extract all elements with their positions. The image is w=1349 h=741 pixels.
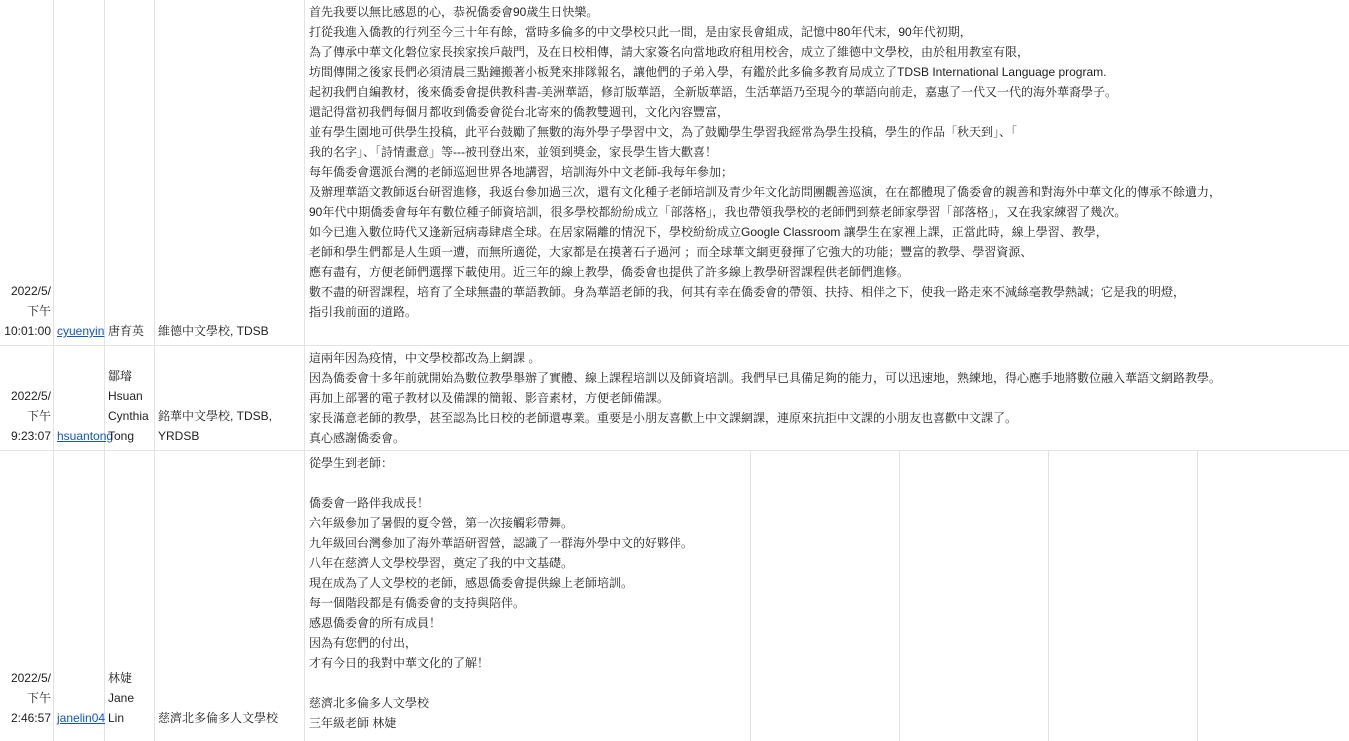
- message-line: 我的名字」、「詩情畫意」等---被刊登出來，並領到獎金，家長學生皆大歡喜！: [309, 145, 717, 159]
- table-row: [0, 451, 1349, 741]
- message-line: 因為僑委會十多年前就開始為數位教學舉辦了實體、線上課程培訓以及師資培訓。我們早已具備足夠的能力，可以迅速地，熟練地，得心應手地將數位融入華語文網路教學。: [309, 371, 1222, 385]
- name-line: 唐育英: [108, 324, 145, 338]
- message-line: 打從我進入僑教的行列至今三十年有餘，當時多倫多的中文學校只此一間，是由家長會組成，記憶中80年代末，90年代初期，: [309, 25, 972, 39]
- school-line: YRDSB: [158, 429, 200, 443]
- school-cell[interactable]: [155, 346, 305, 450]
- name-line: Hsuan: [108, 389, 143, 403]
- date-line: 2022/5/: [10, 389, 51, 403]
- username-cell[interactable]: [54, 346, 114, 450]
- message-line: 真心感謝僑委會。: [309, 431, 406, 445]
- date-line: 2022/5/: [10, 284, 51, 298]
- message-line: 家長滿意老師的教學，甚至認為比日校的老師還專業。重要是小朋友喜歡上中文課網課，連原來抗拒中文課的小朋友也喜歡中文課了。: [309, 411, 1018, 425]
- ampm-line: 下午: [26, 409, 51, 423]
- username-cell[interactable]: [54, 0, 105, 345]
- message-line: 為了傳承中華文化磐位家長挨家挨戶敲門，及在日校相傳，請大家簽名向當地政府租用校舍，成立了維德中文學校，由於租用教室有限，: [309, 45, 1030, 59]
- message-text: [309, 2, 1347, 322]
- message-line: 及辦理華語文教師返台研習進修，我返台參加過三次，還有文化種子老師培訓及青少年文化訪問團觀善巡演，在在都體現了僑委會的親善和對海外中華文化的傳承不餘遺力，: [309, 185, 1222, 199]
- message-cell[interactable]: [305, 451, 751, 741]
- message-line: 六年級參加了暑假的夏令營，第一次接觸彩帶舞。: [309, 516, 574, 530]
- name-cell[interactable]: [105, 0, 155, 345]
- timestamp-cell[interactable]: [0, 0, 54, 345]
- message-line: 首先我要以無比感恩的心，恭祝僑委會90歲生日快樂。: [309, 5, 599, 19]
- message-line: 九年級回台灣參加了海外華語研習營，認識了一群海外學中文的好夥伴。: [309, 536, 694, 550]
- school-cell[interactable]: [155, 0, 305, 345]
- message-line: 這兩年因為疫情，中文學校都改為上網課 。: [309, 351, 541, 365]
- name-line: Cynthia: [108, 409, 149, 423]
- table-row: [0, 0, 1349, 346]
- message-line: 感恩僑委會的所有成員！: [309, 616, 442, 630]
- message-line: 每年僑委會選派台灣的老師巡迴世界各地講習，培訓海外中文老師-我每年參加；: [309, 165, 733, 179]
- message-line: [309, 473, 748, 493]
- empty-cell[interactable]: [751, 451, 900, 741]
- empty-cell[interactable]: [1049, 451, 1198, 741]
- message-text: [309, 453, 748, 733]
- timestamp-cell[interactable]: [0, 451, 54, 741]
- school-cell[interactable]: [155, 451, 305, 741]
- time-line: 10:01:00: [4, 324, 51, 338]
- username-link[interactable]: hsuantong: [57, 429, 114, 443]
- message-line: 現在成為了人文學校的老師，感恩僑委會提供線上老師培訓。: [309, 576, 634, 590]
- username-link[interactable]: janelin04: [57, 711, 106, 725]
- table-row: [0, 346, 1349, 451]
- school-line: 慈濟北多倫多人文學校: [158, 711, 279, 725]
- ampm-line: 下午: [26, 691, 51, 705]
- date-line: 2022/5/: [10, 671, 51, 685]
- school-line: 維德中文學校, TDSB: [158, 324, 269, 338]
- message-line: 僑委會一路伴我成長！: [309, 496, 430, 510]
- message-line: 老師和學生們都是人生頭一遭，而無所適從，大家都是在摸著石子過河 ；而全球華文網更發揮了它強大的功能；豐富的教學、學習資源、: [309, 245, 1033, 259]
- message-line: 並有學生園地可供學生投稿，此平台鼓勵了無數的海外學子學習中文，為了鼓勵學生學習我經常為學生投稿，學生的作品「秋天到」、「: [309, 125, 1018, 139]
- message-text: [309, 348, 1347, 448]
- time-line: 9:23:07: [10, 429, 51, 443]
- message-line: 才有今日的我對中華文化的了解！: [309, 656, 490, 670]
- message-line: 從學生到老師：: [309, 456, 394, 470]
- name-cell[interactable]: [105, 451, 155, 741]
- username-link[interactable]: cyuenyin: [57, 324, 105, 338]
- message-cell[interactable]: [305, 346, 1349, 450]
- name-line: Tong: [108, 429, 135, 443]
- school-line: 銘華中文學校, TDSB,: [158, 409, 273, 423]
- name-cell[interactable]: [105, 346, 155, 450]
- message-line: 如今已進入數位時代又逢新冠病毒肆虐全球。在居家隔離的情況下，學校紛紛成立Google Classroom 讓學生在家裡上課，正當此時，線上學習、教學，: [309, 225, 1108, 239]
- message-line: 指引我前面的道路。: [309, 305, 418, 319]
- empty-cell[interactable]: [900, 451, 1049, 741]
- message-cell[interactable]: [305, 0, 1349, 345]
- message-line: 每一個階段都是有僑委會的支持與陪伴。: [309, 596, 526, 610]
- message-line: 應有盡有，方便老師們選擇下載使用。近三年的線上教學，僑委會也提供了許多線上教學研習課程供老師們進修。: [309, 265, 910, 279]
- message-line: 三年級老師 林婕: [309, 716, 397, 730]
- time-line: 2:46:57: [10, 711, 51, 725]
- name-line: Lin: [108, 711, 125, 725]
- message-line: 起初我們自編教材，後來僑委會提供教科書-美洲華語，修訂版華語，全新版華語，生活華語乃至現今的華語向前走，嘉惠了一代又一代的海外華裔學子。: [309, 85, 1118, 99]
- message-line: 坊間傳開之後家長們必須清晨三點鐘搬著小板凳來排隊報名，讓他們的子弟入學，有鑑於此多倫多教育局成立了TDSB International Language program.: [309, 65, 1107, 79]
- message-line: 慈濟北多倫多人文學校: [309, 696, 430, 710]
- message-line: 八年在慈濟人文學校學習，奠定了我的中文基礎。: [309, 556, 574, 570]
- message-line: 還記得當初我們每個月都收到僑委會從台北寄來的僑教雙週刊，文化內容豐富，: [309, 105, 730, 119]
- timestamp-cell[interactable]: [0, 346, 54, 450]
- empty-cell[interactable]: [1198, 451, 1349, 741]
- name-line: 鄒璿: [108, 369, 133, 383]
- username-cell[interactable]: [54, 451, 105, 741]
- message-line: 數不盡的研習課程，培育了全球無盡的華語教師。身為華語老師的我，何其有幸在僑委會的帶領、扶持、相伴之下，使我一路走來不減絲毫教學熱誠；它是我的明燈，: [309, 285, 1186, 299]
- ampm-line: 下午: [26, 304, 51, 318]
- message-line: [309, 673, 748, 693]
- message-line: 再加上部署的電子教材以及備課的簡報、影音素材，方便老師備課。: [309, 391, 670, 405]
- name-line: 林婕: [108, 671, 133, 685]
- message-line: 90年代中期僑委會每年有數位種子師資培訓，很多學校都紛紛成立「部落格」，我也帶領我學校的老師們到蔡老師家學習「部落格」，又在我家練習了幾次。: [309, 205, 1127, 219]
- message-line: 因為有您們的付出，: [309, 636, 418, 650]
- name-line: Jane: [108, 691, 135, 705]
